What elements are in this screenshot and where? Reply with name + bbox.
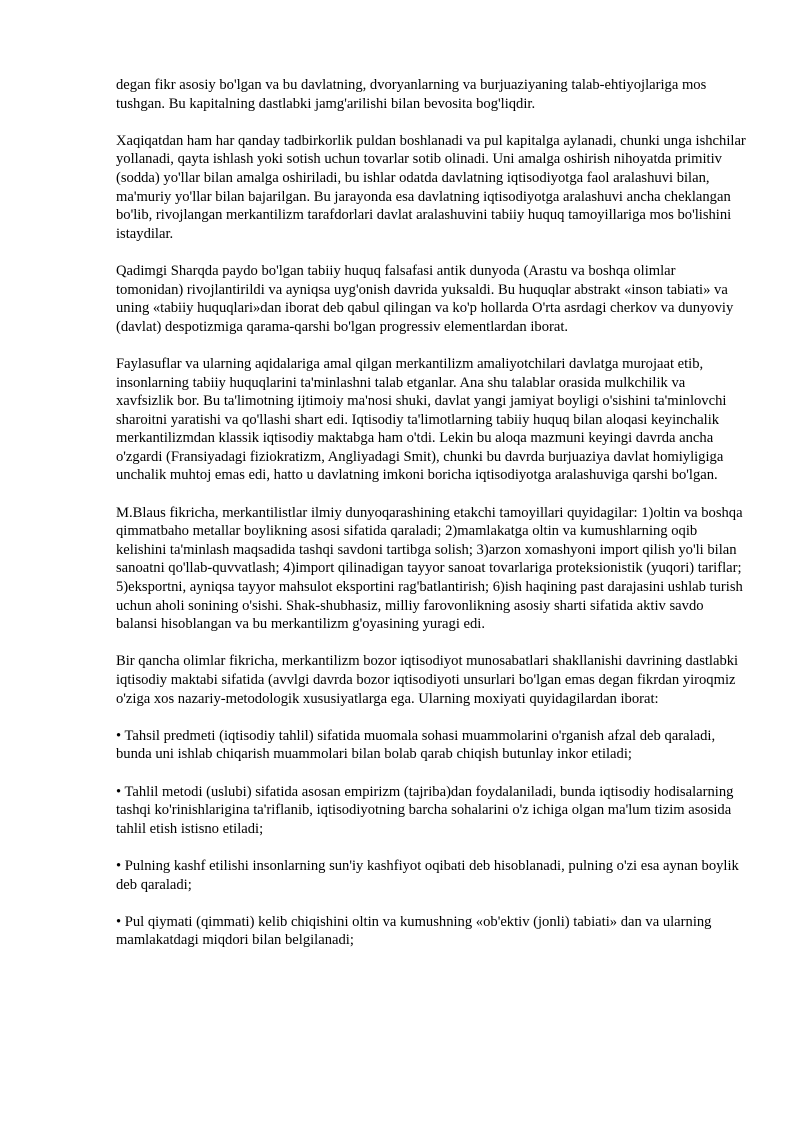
paragraph-6: Bir qancha olimlar fikricha, merkantilizm bozor iqtisodiyot munosabatlari shakllanishi davrining dastlabki iqtisodiy maktabi sifatida (avvlgi davrda bozor iqtisodiyoti unsurlari bo'lgan emas degan fikrdan yiroqmiz o'ziga xos nazariy-metodologik xususiyatlarga ega. Ularning moxiyati quyidagilardan iborat: [116,653,739,707]
bullet-item-1: • Tahsil predmeti (iqtisodiy tahlil) sifatida muomala sohasi muammolarini o'rganish afzal deb qaraladi, bunda uni ishlab chiqarish muammolari bilan bolab qarab chiqish butunlay inkor etiladi; [116,727,716,763]
paragraph-2: Xaqiqatdan ham har qanday tadbirkorlik puldan boshlanadi va pul kapitalga aylanadi, chunki unga ishchilar yollanadi, qayta ishlash yoki sotish uchun tovarlar sotib olinadi. Uni amalga oshirish nihoyatda primitiv (sodda) yo'llar bilan amalga oshiriladi, bu ishlar odatda davlatning iqtisodiyotga faol aralashuvi bilan, ma'muriy yo'llar bilan bajarilgan. Bu jarayonda esa davlatning iqtisodiyotga aralashuvi ancha cheklangan bo'lib, rivojlangan merkantilizm tarafdorlari davlat aralashuvini tabiiy huquq tamoyillariga mos bo'lishini istaydilar. [116,132,746,242]
paragraph-5: M.Blaus fikricha, merkantilistlar ilmiy dunyoqarashining etakchi tamoyillari quyidagilar: 1)oltin va boshqa qimmatbaho metallar boylikning asosi sifatida qaraladi; 2)mamlakatga oltin va kumushlarning oqib kelishini ta'minlash maqsadida tashqi savdoni tartibga solish; 3)arzon xomashyoni import qilish yo'li bilan sanoatni qo'llab-quvvatlash; 4)import qilinadigan tayyor sanoat tovarlariga proteksionistik (yuqori) tariflar; 5)eksportni, ayniqsa tayyor mahsulot eksportini rag'batlantirish; 6)ish haqining past darajasini ushlab turish uchun aholi sonining o'sishi. Shak-shubhasiz, milliy farovonlikning asosiy sharti sifatida aktiv savdo balansi hisoblangan va bu merkantilizm g'oyasining yuragi edi. [116,504,743,633]
paragraph-1: degan fikr asosiy bo'lgan va bu davlatning, dvoryanlarning va burjuaziyaning talab-ehtiyojlariga mos tushgan. Bu kapitalning dastlabki jamg'arilishi bilan bevosita bog'liqdir. [116,77,707,112]
paragraph-4: Faylasuflar va ularning aqidalariga amal qilgan merkantilizm amaliyotchilari davlatga murojaat etib, insonlarning tabiiy huquqlarini ta'minlashni talab etganlar. Ana shu talablar orasida mulkchilik va xavfsizlik bor. Bu ta'limotning ijtimoiy ma'nosi shuki, davlat yangi jamiyat boyligi o'sishini ta'minlovchi sharoitni yaratishi va qo'llashi shart edi. Iqtisodiy ta'limotlarning tabiiy huquq bilan aloqasi keyinchalik merkantilizmdan klassik iqtisodiy maktabga ham o'tdi. Lekin bu aloqa mazmuni keyingi davrda ancha o'zgardi (Fransiyadagi fiziokratizm, Angliyadagi Smit), chunki bu davrda burjuaziya davlat homiyligiga unchalik muhtoj emas edi, hatto u davlatning imkoni boricha iqtisodiyotga aralashuviga qarshi bo'lgan. [116,355,727,484]
bullet-item-4: • Pul qiymati (qimmati) kelib chiqishini oltin va kumushning «ob'ektiv (jonli) tabiati» dan va ularning mamlakatdagi miqdori bilan belgilanadi; [116,913,712,949]
document-page [116,76,746,969]
bullet-item-3: • Pulning kashf etilishi insonlarning sun'iy kashfiyot oqibati deb hisoblanadi, pulning o'zi esa aynan boylik deb qaraladi; [116,857,739,893]
bullet-item-2: • Tahlil metodi (uslubi) sifatida asosan empirizm (tajriba)dan foydalaniladi, bunda iqtisodiy hodisalarning tashqi ko'rinishlarigina ta'riflanib, iqtisodiyotning barcha sohalarini o'z ichiga olgan ma'lum tizim asosida tahlil etish istisno etiladi; [116,783,734,837]
paragraph-3: Qadimgi Sharqda paydo bo'lgan tabiiy huquq falsafasi antik dunyoda (Arastu va boshqa olimlar tomonidan) rivojlantirildi va ayniqsa uyg'onish davrida yuksaldi. Bu huquqlar abstrakt «inson tabiati» va uning «tabiiy huquqlari»dan iborat deb qabul qilingan va ko'p hollarda O'rta asrdagi cherkov va dunyoviy (davlat) despotizmiga qarama-qarshi bo'lgan progressiv elementlardan iborat. [116,262,734,335]
